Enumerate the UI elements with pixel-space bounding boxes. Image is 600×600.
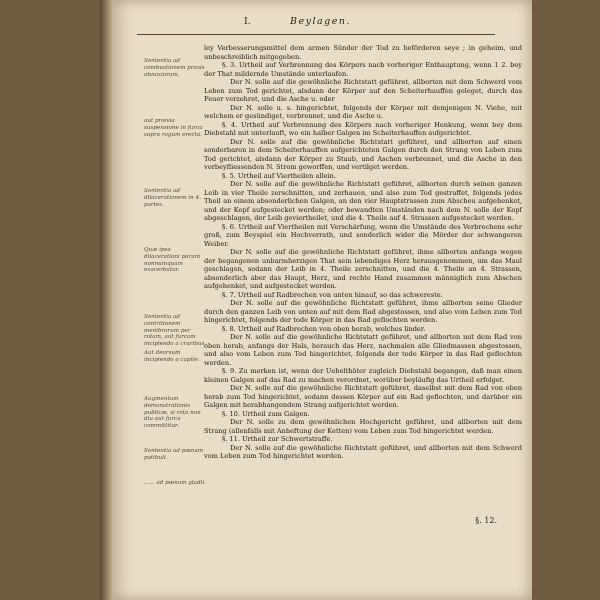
margin-note: Quæ ipsa dilacerationi parum nonnumquam exacerbatur. — [144, 247, 201, 274]
paragraph: Der N. solle zu dem gewöhnlichen Hochgericht geführet, und allborten mit dem Strang (allenfalls mit Anheftung der Ketten) vom Leben zum Tod hingerichtet werden. — [204, 418, 522, 435]
section-heading: §. 7. Urtheil auf Radbrechen von unten hinauf, so das schwereste. — [222, 290, 443, 299]
section-heading: §. 3. Urtheil auf Verbrennung des Körpers nach vorheriger Enthauptung, wenn 1 2. bey der That mildernde Umstände unterlaufen. — [204, 61, 522, 78]
paragraph: Der N. solle u. s. hingerichtet, folgends der Körper mit demjenigen N. Viehe, mit welchem er gesündiget, verbrennet, und die Asche u. — [204, 103, 522, 120]
margin-note: Sententia ad pœnam patibuli. — [144, 448, 204, 461]
margin-note: ...... ad pœnam gladii. — [144, 480, 206, 486]
body-text — [204, 44, 522, 461]
paragraph: Der N. solle auf die gewöhnliche Richtstatt geführet, ihme allborten anfangs wegen der begangenen unbarmherzigen That sein lebendiges Herz herausgenommen, um das Maul geschlagen, sodann der Leib in 4. Theile zerschnitten, und die 4. Theile an 4. Strassen, absonderlich aber das Haupt, Herz, und rechte Hand zusammen männiglich zum Abschen aufgehenket, und aufgestecket werden. — [204, 248, 522, 290]
paragraph: Der N. solle auf die gewöhnliche Richtstatt geführet, und allborten auf einen sonderbaren in dem Scheiterhauffen aufgerichteten Galgen durch den Strang von Leben zum Tod gerichtet, alsdann der Körper zu Staub, und Aschen verbrennet, und die Asche in den vorbeyfliessenden N. Strom geworffen, und vertilget werden. — [204, 137, 522, 171]
margin-note: Sententia ad contritionem membrorum per rotam, aut furcam incipiendo a cruribus. — [144, 314, 207, 348]
paragraph: Der N. solle auf die gewöhnliche Richtstatt geführet, und allborten mit dem Schwerd vom Leben zum Tod hingerichtet werden. — [204, 443, 522, 460]
running-title: Beylagen. — [290, 16, 352, 27]
section-heading: §. 6. Urtheil auf Viertheilen mit Verschärfung, wenn die Umstände des Verbrechens sehr groß, zum Beyspiel ein Hochverrath, und sonderlich wider die Mörder der schwangeren Weiber. — [204, 222, 522, 248]
paragraph: ley Verbesserungsmittel dem armen Sünder der Tod zu beförderen seye ; in geheim, und unbeschreiblich mitgegeben. — [204, 44, 522, 61]
book-page — [112, 0, 532, 600]
paragraph: Der N. solle auf die gewöhnliche Richtstatt geführet, ihme allborten seine Glieder durch den ganzen Leib von unten auf mit dem Rad abgestossen, und also vom Leben zum Tod hingerichtet, folgends der tode Körper in das Rad geflochten werden. — [204, 299, 522, 324]
paragraph: Der N. solle auf die gewöhnliche Richtstatt geführet, und allborten mit dem Rad von oben herab, anfangs der Hals, herauch das Herz, nachmalen alle Gliedmassen abgestossen, und also vom Leben zum Tod hingerichtet, folgends der tode Körper in das Rad geflochten werden. — [204, 333, 522, 367]
header-rule — [137, 34, 495, 35]
margin-note: Sententia ad dilacerationem in 4. partes. — [144, 188, 201, 208]
margin-note: aut prævia suspensione in furca supra rogum erecta. — [144, 118, 203, 138]
section-heading: §. 11. Urtheil zur Schwertstraffe. — [222, 435, 333, 443]
section-heading: §. 5. Urtheil auf Viertheilen allein. — [222, 171, 336, 180]
page-number: I. — [244, 16, 251, 27]
section-heading: §. 8. Urtheil auf Radbrechen von oben herab, welches linder. — [222, 324, 426, 333]
margin-note: Aut deorsum incipiendo a capite. — [144, 350, 200, 363]
margin-note: Sententia ad combustionem pravis obnoxiorum, — [144, 58, 205, 78]
page-header — [112, 16, 532, 30]
paragraph: Der N. solle auf die gewöhnliche Richtstatt geführet, allborten durch seinen ganzen Leib in vier Theile zerschnitten, und zerhauen, und also zum Tod gestraffet, folgends jedes Theil an einem absonderlichen Galgen, an den vier Hauptstrassen zum Abscheu aufgehenket, und der Kopf aufgestecket werden; oder bewandten Umständen nach dem N. solle der Kopf abgeschlagen, der Leib geviertheilet, und die 4. Theile auf 4. Strassen aufgestecket werden. — [204, 180, 522, 222]
paragraph: Der N. solle auf die gewöhnliche Richtstatt geführet, daselbst mit dem Rad von oben herab zum Tod hingerichtet, sodann dessen Körper auf ein Rad geflochten, und darüber ein Galgen mit herabhangendem Strang aufgerichtet werden. — [204, 384, 522, 409]
section-heading: §. 4. Urtheil auf Verbrennung des Körpers nach vorheriger Henkung, wenn bey dem Diebstahl mit unterlauft, wo ein halber Galgen im Scheiterhauffen aufgerichtet. — [204, 120, 522, 137]
catchword: §. 12. — [475, 516, 497, 525]
margin-note: Augmentum demonstrationis publicæ, si rota non diu aut furca committitur. — [144, 396, 201, 430]
paragraph: Der N. solle auf die gewöhnliche Richtstatt geführet, allborten mit dem Schwerd vom Leben zum Tod gerichtet, alsdann der Körper auf den Scheiterhauffen geleget, durch das Feuer verzehret, und die Asche u. oder — [204, 78, 522, 103]
section-heading: §. 10. Urtheil zum Galgen. — [222, 409, 310, 418]
section-heading: §. 9. Zu merken ist, wenn der Uebelthäter zugleich Diebstahl begangen, daß man einen kleinen Galgen auf das Rad zu machen verordnet, worüber beyläufig das Urtheil erfolget. — [204, 367, 522, 384]
